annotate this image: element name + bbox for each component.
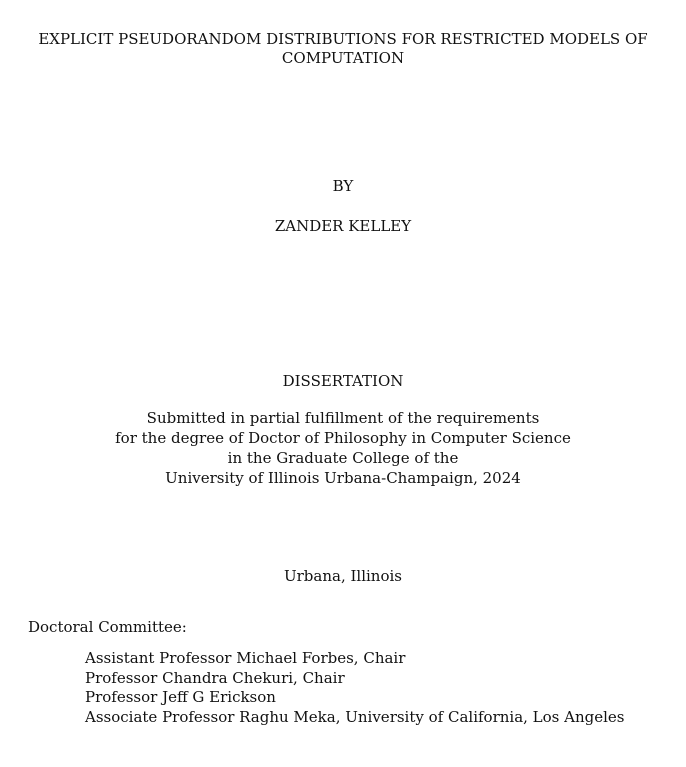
committee-member: Professor Jeff G Erickson	[85, 688, 276, 706]
committee-member: Professor Chandra Chekuri, Chair	[85, 668, 345, 687]
committee-member: Assistant Professor Michael Forbes, Chair	[85, 649, 406, 667]
submission-line-1: Submitted in partial fulfillment of the requirements	[146, 409, 540, 427]
submission-line-2: for the degree of Doctor of Philosophy in Computer Science	[115, 429, 571, 447]
submission-line-3: in the Graduate College of the	[227, 449, 459, 467]
author-name: ZANDER KELLEY	[274, 217, 412, 235]
committee-label: Doctoral Committee:	[28, 618, 187, 636]
location: Urbana, Illinois	[283, 567, 402, 585]
committee-list	[85, 649, 624, 727]
dissertation-title	[0, 30, 686, 68]
submission-statement	[0, 408, 686, 488]
title-line-2: COMPUTATION	[281, 49, 405, 67]
submission-line-4: University of Illinois Urbana-Champaign, 2024	[165, 469, 521, 487]
title-line-1: EXPLICIT PSEUDORANDOM DISTRIBUTIONS FOR RESTRICTED MODELS OF	[38, 30, 648, 48]
committee-member: Associate Professor Raghu Meka, University of California, Los Angeles	[85, 707, 625, 726]
by-label: BY	[332, 177, 354, 195]
document-type: DISSERTATION	[282, 372, 404, 390]
